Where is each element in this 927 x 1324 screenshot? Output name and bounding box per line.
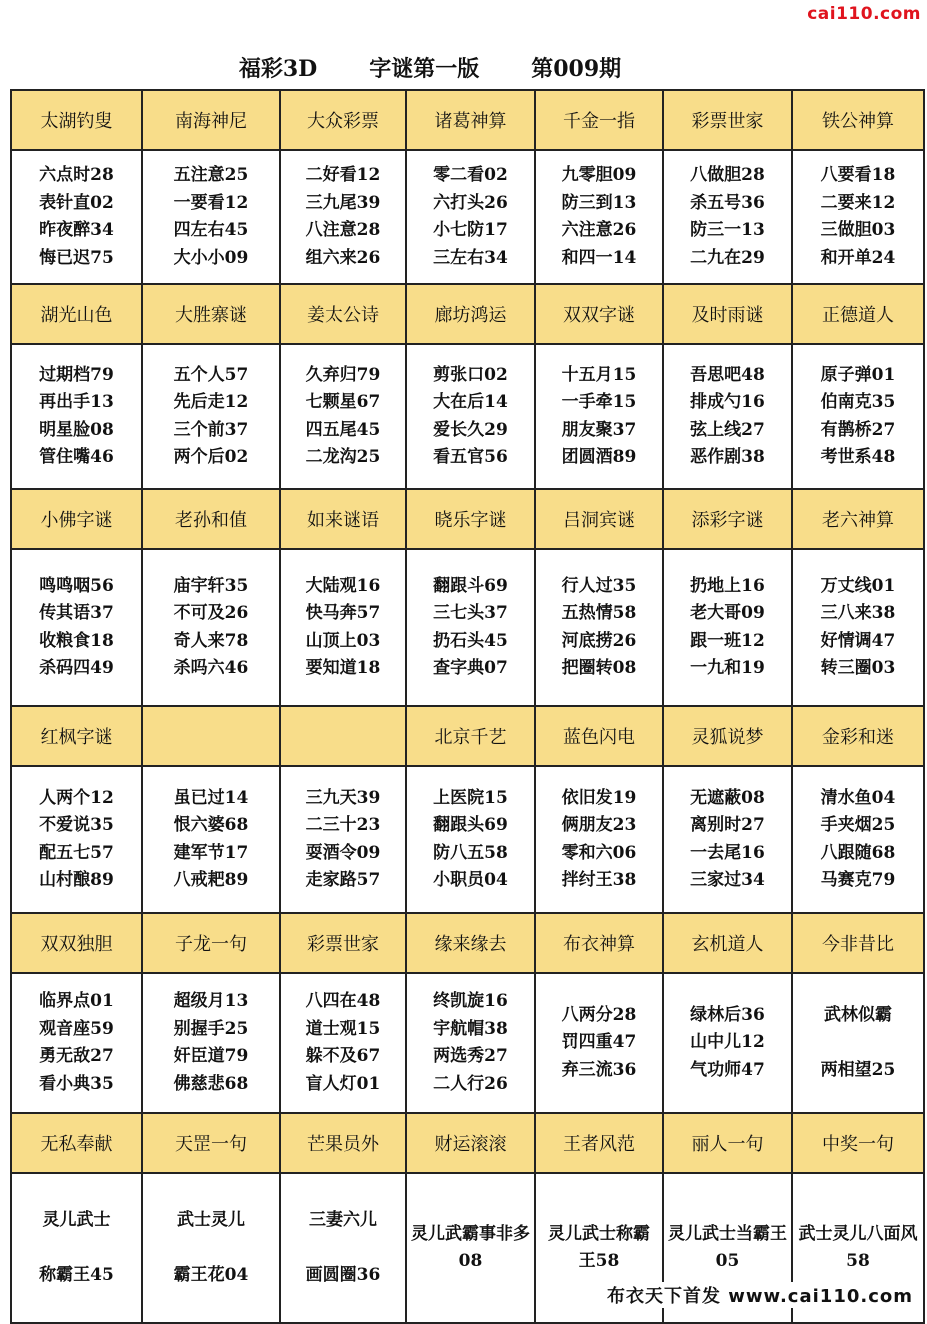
riddle-line: 武士灵儿八面风58 <box>798 1223 918 1271</box>
source-name: 正德道人 <box>792 284 924 344</box>
riddle-line: 扔石头45 <box>433 630 508 651</box>
footer-credit: 布衣天下首发 www.cai110.com <box>603 1282 917 1308</box>
riddle-line: 不爱说35 <box>39 815 114 835</box>
riddle-cell <box>663 549 792 706</box>
riddle-line: 灵儿武士当霸王05 <box>668 1223 787 1271</box>
riddle-line: 恶作剧38 <box>690 447 765 467</box>
riddle-line: 原子弹01 <box>820 364 896 385</box>
riddle-line: 九零胆09 <box>561 165 637 185</box>
riddle-cell <box>792 344 924 489</box>
riddle-line: 一要看12 <box>173 192 249 213</box>
source-name: 芒果员外 <box>280 1113 406 1173</box>
riddle-cell <box>142 150 280 284</box>
riddle-line: 灵儿武士 <box>42 1209 111 1230</box>
riddle-cell <box>663 344 792 489</box>
source-name: 今非昔比 <box>792 913 924 973</box>
source-name: 蓝色闪电 <box>535 706 663 766</box>
riddle-line: 万丈线01 <box>820 575 896 596</box>
riddle-line: 朋友聚37 <box>561 419 637 440</box>
riddle-line: 武林似霸 <box>824 1004 892 1025</box>
riddle-cell <box>406 344 535 489</box>
riddle-line: 灵儿武霸事非多08 <box>411 1223 530 1271</box>
riddle-line: 拌纣王38 <box>561 870 637 890</box>
header-row <box>11 706 924 766</box>
source-name: 小佛字谜 <box>11 489 142 549</box>
riddle-line: 两个后02 <box>173 447 249 467</box>
riddle-line: 防三到13 <box>561 192 637 213</box>
riddle-line: 转三圈03 <box>820 658 896 678</box>
riddle-line: 五热情58 <box>561 603 637 623</box>
riddle-line: 八做胆28 <box>690 165 765 185</box>
riddle-line: 防八五58 <box>433 842 508 863</box>
riddle-row <box>11 150 924 284</box>
riddle-line: 团圆酒89 <box>561 447 637 467</box>
riddle-cell <box>535 344 663 489</box>
riddle-line: 四左右45 <box>173 220 249 240</box>
source-name: 北京千艺 <box>406 706 535 766</box>
riddle-line: 小七防17 <box>433 220 508 240</box>
source-name: 添彩字谜 <box>663 489 792 549</box>
source-name: 千金一指 <box>535 90 663 150</box>
riddle-line: 三妻六儿 <box>309 1209 377 1230</box>
source-name: 吕洞宾谜 <box>535 489 663 549</box>
source-name: 双双字谜 <box>535 284 663 344</box>
riddle-line: 画圆圈36 <box>305 1264 381 1285</box>
source-name: 大胜寨谜 <box>142 284 280 344</box>
riddle-line: 三做胆03 <box>820 220 896 240</box>
riddle-line: 看小典35 <box>39 1073 114 1094</box>
riddle-cell <box>11 549 142 706</box>
source-name: 布衣神算 <box>535 913 663 973</box>
riddle-line <box>143 1234 279 1262</box>
riddle-line: 大陆观16 <box>305 575 381 596</box>
riddle-line: 有鹊桥27 <box>820 419 896 440</box>
riddle-line: 观音座59 <box>39 1018 114 1039</box>
source-name: 彩票世家 <box>280 913 406 973</box>
riddle-line: 临界点01 <box>39 991 114 1011</box>
riddle-line: 六打头26 <box>433 192 508 213</box>
riddle-line: 行人过35 <box>561 575 637 596</box>
riddle-cell <box>406 549 535 706</box>
riddle-line: 老大哥09 <box>690 603 765 623</box>
riddle-line: 六点时28 <box>39 165 114 185</box>
riddle-cell <box>142 344 280 489</box>
riddle-line: 爱长久29 <box>433 419 508 440</box>
riddle-line: 灵儿武士称霸王58 <box>548 1223 650 1271</box>
riddle-line: 恨六婆68 <box>173 815 249 835</box>
riddle-line: 清水鱼04 <box>820 787 896 808</box>
source-name: 老六神算 <box>792 489 924 549</box>
riddle-line: 和开单24 <box>820 247 896 268</box>
riddle-line: 二好看12 <box>305 165 381 185</box>
riddle-line: 八四在48 <box>305 991 381 1011</box>
source-name: 姜太公诗 <box>280 284 406 344</box>
riddle-line: 弦上线27 <box>690 419 765 440</box>
riddle-line: 武士灵儿 <box>177 1209 245 1230</box>
riddle-line: 跟一班12 <box>690 630 765 651</box>
source-name: 诸葛神算 <box>406 90 535 150</box>
riddle-line: 一九和19 <box>690 658 765 678</box>
title-issue: 第009期 <box>531 56 622 82</box>
riddle-line: 杀吗六46 <box>173 658 249 678</box>
riddle-cell <box>280 150 406 284</box>
riddle-line: 三左右34 <box>433 247 508 268</box>
source-name: 子龙一句 <box>142 913 280 973</box>
riddle-cell <box>406 766 535 913</box>
riddle-cell <box>535 549 663 706</box>
riddle-line: 八两分28 <box>561 1004 637 1025</box>
source-name <box>280 706 406 766</box>
riddle-cell <box>142 1173 280 1323</box>
riddle-line: 鸣鸣咽56 <box>39 575 114 596</box>
riddle-line: 二要来12 <box>820 192 896 213</box>
riddle-line: 无遮蔽08 <box>690 787 765 808</box>
riddle-line: 三八来38 <box>820 603 896 623</box>
riddle-line: 先后走12 <box>173 392 249 412</box>
riddle-line: 三九天39 <box>305 787 381 808</box>
riddle-line: 一去尾16 <box>690 842 765 863</box>
riddle-line: 宇航帽38 <box>433 1018 508 1039</box>
source-name: 廊坊鸿运 <box>406 284 535 344</box>
source-name <box>142 706 280 766</box>
riddle-cell <box>792 766 924 913</box>
riddle-line: 三七头37 <box>433 603 508 623</box>
riddle-line: 上医院15 <box>433 787 508 808</box>
riddle-line: 不可及26 <box>173 603 249 623</box>
riddle-line: 表针直02 <box>39 192 114 213</box>
source-name: 财运滚滚 <box>406 1113 535 1173</box>
riddle-line: 久弃归79 <box>305 364 381 385</box>
riddle-line: 奇人来78 <box>173 630 249 651</box>
riddle-line: 五个人57 <box>173 364 249 385</box>
riddle-cell <box>11 1173 142 1323</box>
riddle-row <box>11 766 924 913</box>
riddle-cell <box>142 766 280 913</box>
riddle-line <box>793 1029 923 1057</box>
riddle-line: 山村酿89 <box>39 870 114 890</box>
riddle-line: 防三一13 <box>690 220 765 240</box>
source-name: 铁公神算 <box>792 90 924 150</box>
riddle-line: 庙宇轩35 <box>173 575 249 596</box>
riddle-line: 罚四重47 <box>561 1032 637 1053</box>
source-name: 南海神尼 <box>142 90 280 150</box>
title-lottery: 福彩3D <box>238 56 318 82</box>
source-name: 玄机道人 <box>663 913 792 973</box>
riddle-line: 终凯旋16 <box>433 991 508 1011</box>
header-row <box>11 913 924 973</box>
riddle-line: 依旧发19 <box>561 787 637 808</box>
riddle-line: 小职员04 <box>433 870 508 890</box>
riddle-line: 十五月15 <box>561 364 637 385</box>
riddle-line: 组六来26 <box>305 247 381 268</box>
source-name: 中奖一句 <box>792 1113 924 1173</box>
riddle-cell <box>792 150 924 284</box>
source-name: 丽人一句 <box>663 1113 792 1173</box>
riddle-line: 道士观15 <box>305 1018 381 1039</box>
riddle-line: 五注意25 <box>173 165 249 185</box>
riddle-row <box>11 549 924 706</box>
riddle-line: 两选秀27 <box>433 1046 508 1066</box>
riddle-line: 三家过34 <box>690 870 765 890</box>
riddle-line <box>12 1234 141 1262</box>
riddle-line: 八注意28 <box>305 220 381 240</box>
source-name: 缘来缘去 <box>406 913 535 973</box>
riddle-line: 剪张口02 <box>433 364 508 385</box>
riddle-line: 杀码四49 <box>39 658 114 678</box>
riddle-cell <box>280 344 406 489</box>
riddle-line: 虽已过14 <box>173 787 249 808</box>
riddle-line: 气功师47 <box>690 1059 765 1080</box>
riddle-line: 河底捞26 <box>561 630 637 651</box>
riddle-line: 传其语37 <box>39 603 114 623</box>
riddle-line: 要知道18 <box>305 658 381 678</box>
riddle-line: 吾思吧48 <box>690 364 765 385</box>
riddle-line: 和四一14 <box>561 247 637 268</box>
riddle-line: 躲不及67 <box>305 1046 381 1066</box>
riddle-cell <box>663 973 792 1113</box>
riddle-line: 称霸王45 <box>39 1264 114 1285</box>
riddle-line: 伯南克35 <box>820 392 896 412</box>
riddle-cell <box>142 549 280 706</box>
riddle-line: 好情调47 <box>820 630 896 651</box>
riddle-line: 零二看02 <box>433 165 508 185</box>
header-row <box>11 1113 924 1173</box>
riddle-line: 一手牵15 <box>561 392 637 412</box>
riddle-line: 把圈转08 <box>561 658 637 678</box>
riddle-line: 再出手13 <box>39 392 114 412</box>
riddle-line: 杀五号36 <box>690 192 765 213</box>
source-name: 金彩和迷 <box>792 706 924 766</box>
riddle-line: 三个前37 <box>173 419 249 440</box>
riddle-line: 八跟随68 <box>820 842 896 863</box>
riddle-cell <box>406 150 535 284</box>
riddle-line: 八要看18 <box>820 165 896 185</box>
riddle-cell <box>792 549 924 706</box>
riddle-line: 查字典07 <box>433 658 508 678</box>
riddle-table <box>10 89 925 1324</box>
riddle-line: 人两个12 <box>39 787 114 808</box>
riddle-line: 看五官56 <box>433 447 508 467</box>
riddle-line: 耍酒令09 <box>305 842 381 863</box>
source-name: 湖光山色 <box>11 284 142 344</box>
header-row <box>11 489 924 549</box>
source-name: 王者风范 <box>535 1113 663 1173</box>
riddle-cell <box>535 766 663 913</box>
source-name: 晓乐字谜 <box>406 489 535 549</box>
riddle-cell <box>280 549 406 706</box>
riddle-line: 走家路57 <box>305 870 381 890</box>
source-name: 及时雨谜 <box>663 284 792 344</box>
source-name: 彩票世家 <box>663 90 792 150</box>
riddle-line: 过期档79 <box>39 364 114 385</box>
header-row <box>11 90 924 150</box>
source-name: 大众彩票 <box>280 90 406 150</box>
riddle-line <box>281 1234 405 1262</box>
riddle-line: 管住嘴46 <box>39 447 114 467</box>
riddle-line: 佛慈悲68 <box>173 1073 249 1094</box>
riddle-row <box>11 344 924 489</box>
riddle-line: 二九在29 <box>690 247 765 268</box>
riddle-cell <box>11 766 142 913</box>
riddle-line: 山顶上03 <box>305 630 381 651</box>
source-name: 如来谜语 <box>280 489 406 549</box>
riddle-line: 悔已迟75 <box>39 247 114 268</box>
riddle-line: 八戒耙89 <box>173 870 249 890</box>
source-name: 太湖钓叟 <box>11 90 142 150</box>
page-title <box>0 52 860 83</box>
riddle-cell <box>280 973 406 1113</box>
riddle-cell <box>663 766 792 913</box>
riddle-line: 建军节17 <box>173 842 249 863</box>
riddle-cell <box>280 766 406 913</box>
riddle-line: 霸王花04 <box>173 1264 249 1285</box>
riddle-line: 离别时27 <box>690 815 765 835</box>
riddle-cell <box>535 150 663 284</box>
riddle-cell <box>11 973 142 1113</box>
riddle-cell <box>792 973 924 1113</box>
riddle-line: 明星脸08 <box>39 419 114 440</box>
riddle-row <box>11 973 924 1113</box>
source-name: 老孙和值 <box>142 489 280 549</box>
source-name: 无私奉献 <box>11 1113 142 1173</box>
riddle-line: 俩朋友23 <box>561 815 637 835</box>
riddle-line: 三九尾39 <box>305 192 381 213</box>
riddle-line: 勇无敌27 <box>39 1046 114 1066</box>
riddle-line: 考世系48 <box>820 447 896 467</box>
riddle-line: 大小小09 <box>173 247 249 268</box>
riddle-line: 二龙沟25 <box>305 447 381 467</box>
source-name: 天罡一句 <box>142 1113 280 1173</box>
riddle-line: 别握手25 <box>173 1018 249 1039</box>
riddle-line: 超级月13 <box>173 991 249 1011</box>
source-name: 红枫字谜 <box>11 706 142 766</box>
riddle-line: 弃三流36 <box>561 1059 637 1080</box>
riddle-line: 两相望25 <box>820 1059 896 1080</box>
riddle-cell <box>535 973 663 1113</box>
riddle-line: 排成勺16 <box>690 392 765 412</box>
riddle-line: 手夹烟25 <box>820 815 896 835</box>
riddle-line: 二三十23 <box>305 815 381 835</box>
riddle-line: 扔地上16 <box>690 575 765 596</box>
riddle-line: 昨夜醉34 <box>39 220 114 240</box>
riddle-cell <box>11 150 142 284</box>
riddle-cell <box>280 1173 406 1323</box>
riddle-line: 大在后14 <box>433 392 508 412</box>
riddle-cell <box>406 973 535 1113</box>
riddle-cell <box>142 973 280 1113</box>
riddle-line: 马赛克79 <box>820 870 896 890</box>
riddle-line: 配五七57 <box>39 842 114 863</box>
riddle-line: 七颗星67 <box>305 392 381 412</box>
riddle-line: 翻跟头69 <box>433 815 508 835</box>
riddle-cell <box>663 150 792 284</box>
riddle-line: 快马奔57 <box>305 603 381 623</box>
riddle-line: 零和六06 <box>561 842 637 863</box>
riddle-line: 二人行26 <box>433 1073 508 1094</box>
source-name: 灵狐说梦 <box>663 706 792 766</box>
riddle-cell <box>406 1173 535 1323</box>
riddle-line: 翻跟斗69 <box>433 575 508 596</box>
source-name: 双双独胆 <box>11 913 142 973</box>
riddle-line: 绿林后36 <box>690 1004 765 1025</box>
riddle-line: 六注意26 <box>561 220 637 240</box>
riddle-line: 奸臣道79 <box>173 1046 249 1066</box>
header-row <box>11 284 924 344</box>
riddle-line: 盲人灯01 <box>305 1073 381 1094</box>
riddle-line: 山中儿12 <box>690 1032 765 1053</box>
riddle-cell <box>11 344 142 489</box>
title-edition: 字谜第一版 <box>369 56 480 82</box>
site-logo: cai110.com <box>807 4 921 24</box>
riddle-line: 收粮食18 <box>39 630 114 651</box>
riddle-line: 四五尾45 <box>305 419 381 440</box>
